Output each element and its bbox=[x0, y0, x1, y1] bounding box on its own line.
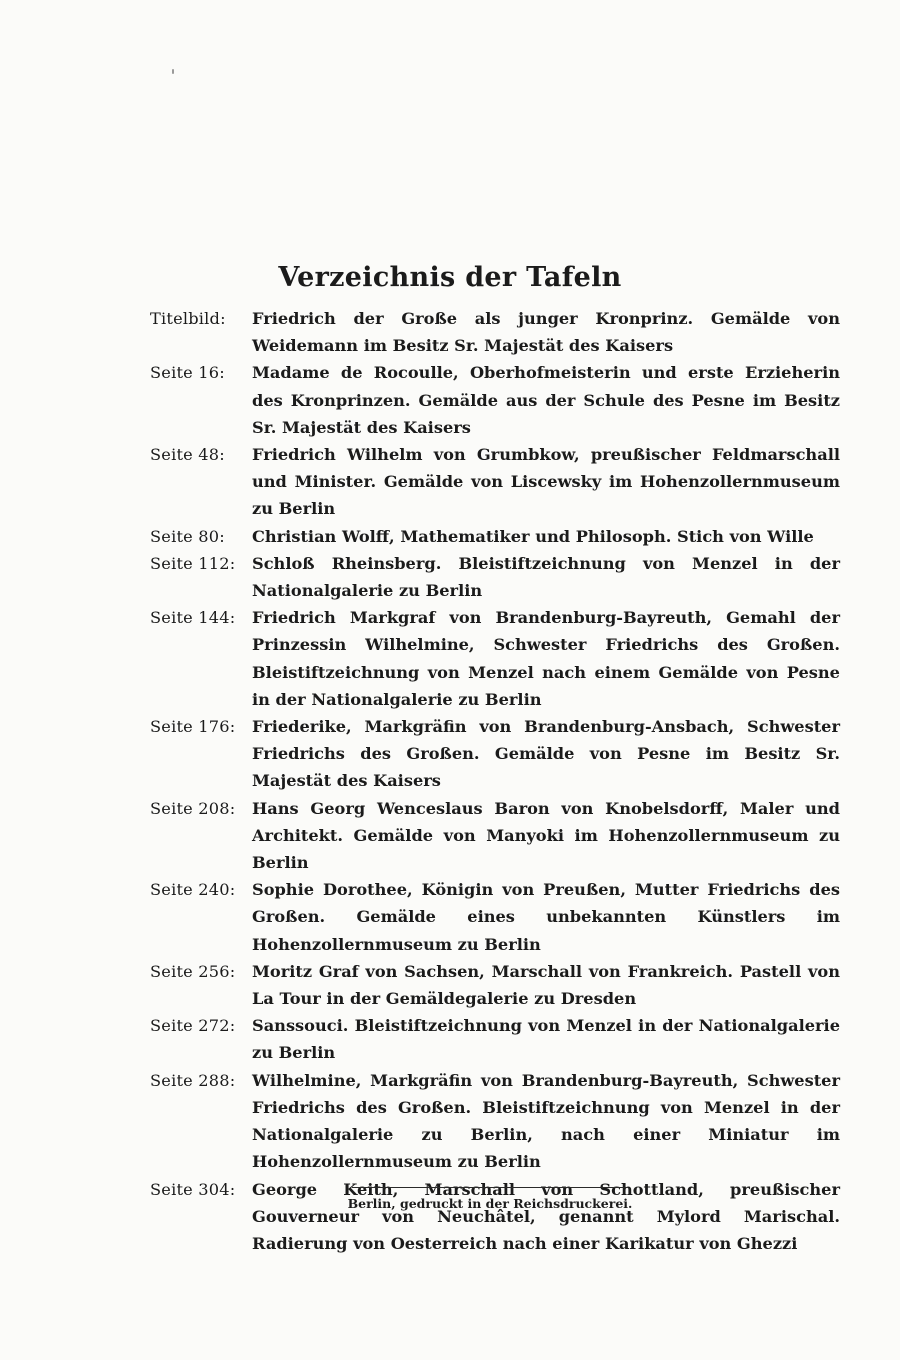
plate-description: Friederike, Markgräfin von Brandenburg-Ansbach, Schwester Friedrichs des Großen. Gemälde von Pesne im Besitz Sr. Majestät des Kaisers bbox=[252, 717, 840, 791]
plate-description: Sophie Dorothee, Königin von Preußen, Mutter Friedrichs des Großen. Gemälde eines unbekannten Künstlers im Hohenzollernmuseum zu Berlin bbox=[252, 880, 840, 954]
plate-description: Madame de Rocoulle, Oberhofmeisterin und erste Erzieherin des Kronprinzen. Gemälde aus der Schule des Pesne im Besitz Sr. Majestät des Kaisers bbox=[252, 363, 840, 437]
plate-description: Friedrich Markgraf von Brandenburg-Bayreuth, Gemahl der Prinzessin Wilhelmine, Schwester Friedrichs des Großen. Bleistiftzeichnung von Menzel nach einem Gemälde von Pesne in der Nationalgalerie zu Berlin bbox=[252, 608, 840, 709]
plate-page-label: Seite 144: bbox=[150, 608, 236, 628]
plate-page-label: Titelbild: bbox=[150, 309, 226, 328]
plate-description: Sanssouci. Bleistiftzeichnung von Menzel in der Nationalgalerie zu Berlin bbox=[252, 1016, 840, 1063]
plate-page-label: Seite 48: bbox=[150, 445, 225, 465]
plate-entry bbox=[150, 550, 840, 604]
plate-entry bbox=[150, 523, 840, 550]
plate-description: Schloß Rheinsberg. Bleistiftzeichnung von Menzel in der Nationalgalerie zu Berlin bbox=[252, 553, 840, 601]
plate-description: Christian Wolff, Mathematiker und Philosoph. Stich von Wille bbox=[252, 526, 814, 546]
plate-entry bbox=[150, 604, 840, 713]
plate-description: Moritz Graf von Sachsen, Marschall von Frankreich. Pastell von La Tour in der Gemäldegalerie zu Dresden bbox=[252, 961, 840, 1009]
plate-page-label: Seite 80: bbox=[150, 526, 225, 546]
plate-page-label: Seite 288: bbox=[150, 1070, 236, 1090]
plate-entry bbox=[150, 1012, 840, 1066]
imprint-rule bbox=[352, 1187, 628, 1188]
page-title: Verzeichnis der Tafeln bbox=[278, 262, 622, 294]
plate-description: Wilhelmine, Markgräfin von Brandenburg-Bayreuth, Schwester Friedrichs des Großen. Bleistiftzeichnung von Menzel in der Nationalgalerie zu Berlin, nach einer Miniatur im Hohenzollernmuseum zu Berlin bbox=[252, 1070, 840, 1172]
plate-description: George Keith, Marschall von Schottland, preußischer Gouverneur von Neuchâtel, genannt Mylord Marischal. Radierung von Oesterreich nach einer Karikatur von Ghezzi bbox=[252, 1179, 840, 1253]
plate-entry bbox=[150, 305, 840, 359]
plate-entry bbox=[150, 958, 840, 1012]
plate-page-label: Seite 240: bbox=[150, 880, 236, 900]
plates-list bbox=[150, 305, 840, 1257]
plate-entry bbox=[150, 359, 840, 441]
paper-speck bbox=[172, 69, 174, 74]
plate-page-label: Seite 16: bbox=[150, 363, 225, 383]
plate-page-label: Seite 256: bbox=[150, 961, 236, 981]
plate-entry bbox=[150, 876, 840, 958]
plate-page-label: Seite 208: bbox=[150, 798, 236, 818]
plate-page-label: Seite 176: bbox=[150, 717, 236, 737]
plate-page-label: Seite 304: bbox=[150, 1179, 236, 1199]
printer-imprint: Berlin, gedruckt in der Reichsdruckerei. bbox=[347, 1196, 633, 1211]
plate-entry bbox=[150, 713, 840, 795]
plate-description: Hans Georg Wenceslaus Baron von Knobelsdorff, Maler und Architekt. Gemälde von Manyoki im Hohenzollernmuseum zu Berlin bbox=[252, 798, 840, 873]
plate-page-label: Seite 112: bbox=[150, 553, 236, 573]
plate-entry bbox=[150, 795, 840, 877]
plate-page-label: Seite 272: bbox=[150, 1016, 236, 1036]
plate-entry bbox=[150, 441, 840, 523]
plate-description: Friedrich der Große als junger Kronprinz. Gemälde von Weidemann im Besitz Sr. Majestät des Kaisers bbox=[252, 309, 840, 356]
plate-description: Friedrich Wilhelm von Grumbkow, preußischer Feldmarschall und Minister. Gemälde von Liscewsky im Hohenzollernmuseum zu Berlin bbox=[252, 445, 840, 519]
plate-entry bbox=[150, 1067, 840, 1176]
